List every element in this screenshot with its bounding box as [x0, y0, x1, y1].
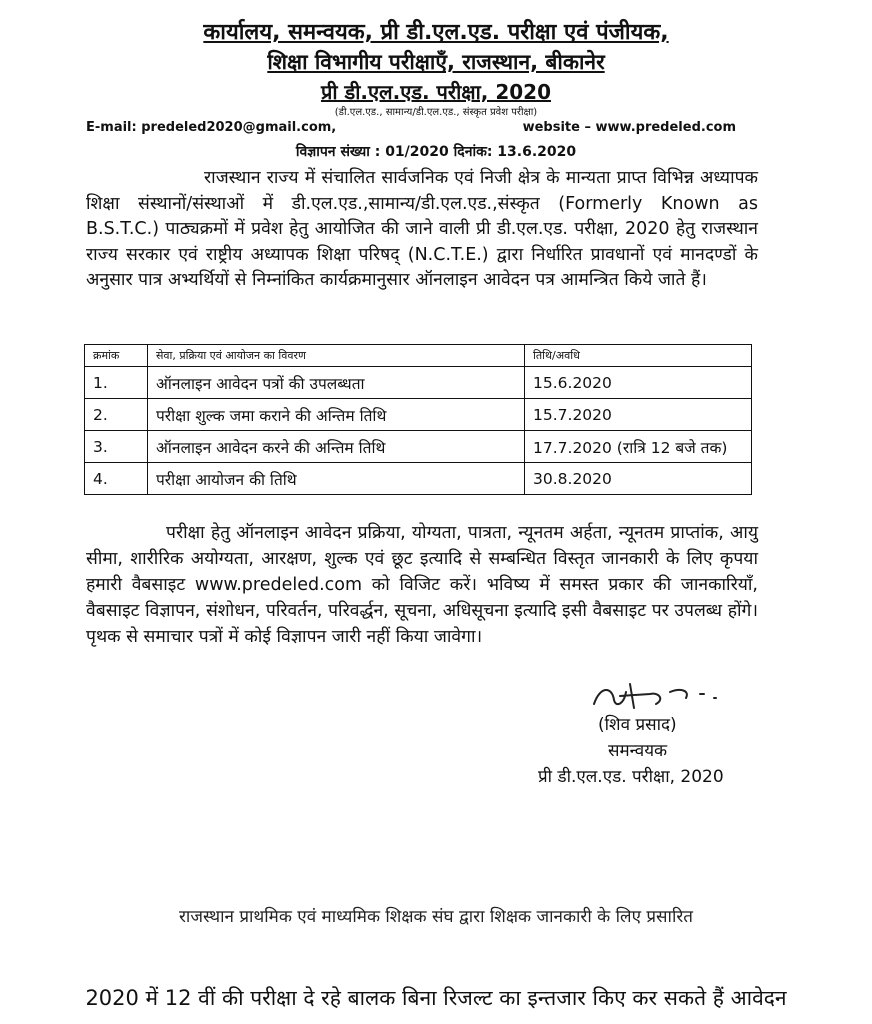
signatory-designation: समन्वयक	[608, 741, 668, 761]
row-date: 17.7.2020 (रात्रि 12 बजे तक)	[525, 431, 752, 463]
row-serial: 1.	[85, 367, 148, 399]
header-description: सेवा, प्रक्रिया एवं आयोजन का विवरण	[148, 345, 525, 367]
row-serial: 4.	[85, 463, 148, 495]
table-header-row	[85, 345, 752, 367]
row-description: ऑनलाइन आवेदन पत्रों की उपलब्धता	[148, 367, 525, 399]
row-serial: 2.	[85, 399, 148, 431]
circulation-caption: राजस्थान प्राथमिक एवं माध्यमिक शिक्षक संघ द्वारा शिक्षक जानकारी के लिए प्रसारित	[178, 907, 693, 927]
table-row	[85, 367, 752, 399]
exam-subtitle: (डी.एल.एड., सामान्य/डी.एल.एड., संस्कृत प्रवेश परीक्षा)	[334, 107, 538, 118]
email-address: E-mail: predeled2020@gmail.com,	[86, 120, 337, 135]
signatory-exam: प्री डी.एल.एड. परीक्षा, 2020	[538, 767, 724, 787]
info-paragraph: परीक्षा हेतु ऑनलाइन आवेदन प्रक्रिया, योग्यता, पात्रता, न्यूनतम अर्हता, न्यूनतम प्राप्तांक, आयु सीमा, शारीरिक अयोग्यता, आरक्षण, शुल्क एवं छूट इत्यादि से सम्बन्धित विस्तृत जानकारी के लिए कृपया हमारी वैबसाइट www.predeled.com को विजिट करें। भविष्य में समस्त प्रकार की जानकारियाँ, वैबसाइट विज्ञापन, संशोधन, परिवर्तन, परिवर्द्धन, सूचना, अधिसूचना इत्यादि इसी वैबसाइट पर उपलब्ध होंगे। पृथक से समाचार पत्रों में कोई विज्ञापन जारी नहीं किया जावेगा।	[86, 523, 758, 647]
table-row	[85, 399, 752, 431]
handwritten-signature	[590, 678, 740, 714]
schedule-table	[84, 344, 752, 495]
office-title: कार्यालय, समन्वयक, प्री डी.एल.एड. परीक्षा एवं पंजीयक,	[203, 20, 669, 45]
advertisement-reference: विज्ञापन संख्या : 01/2020 दिनांक: 13.6.2020	[295, 144, 577, 160]
intro-paragraph: राजस्थान राज्य में संचालित सार्वजनिक एवं निजी क्षेत्र के मान्यता प्राप्त विभिन्न अध्यापक शिक्षा संस्थानों/संस्थाओं में डी.एल.एड.,सामान्य/डी.एल.एड.,संस्कृत (Formerly Known as B.S.T.C.) पाठ्यक्रमों में प्रवेश हेतु आयोजित की जाने वाली प्री डी.एल.एड. परीक्षा, 2020 हेतु राजस्थान राज्य सरकार एवं राष्ट्रीय अध्यापक शिक्षा परिषद् (N.C.T.E.) द्वारा निर्धारित प्रावधानों एवं मानदण्डों के अनुसार पात्र अभ्यर्थियों से निम्नांकित कार्यक्रमानुसार ऑनलाइन आवेदन पत्र आमन्त्रित किये जाते हैं।	[86, 168, 758, 291]
website-address: website – www.predeled.com	[522, 120, 736, 135]
row-description: परीक्षा आयोजन की तिथि	[148, 463, 525, 495]
department-title: शिक्षा विभागीय परीक्षाएँ, राजस्थान, बीकानेर	[267, 50, 605, 74]
header-serial: क्रमांक	[85, 345, 148, 367]
signatory-name: (शिव प्रसाद)	[598, 715, 677, 735]
row-serial: 3.	[85, 431, 148, 463]
row-description: परीक्षा शुल्क जमा कराने की अन्तिम तिथि	[148, 399, 525, 431]
news-headline: 2020 में 12 वीं की परीक्षा दे रहे बालक बिना रिजल्ट का इन्तजार किए कर सकते हैं आवेदन	[85, 986, 787, 1010]
table-row	[85, 463, 752, 495]
row-date: 15.7.2020	[525, 399, 752, 431]
row-date: 30.8.2020	[525, 463, 752, 495]
row-date: 15.6.2020	[525, 367, 752, 399]
exam-title: प्री डी.एल.एड. परीक्षा, 2020	[320, 80, 551, 104]
table-row	[85, 431, 752, 463]
header-date: तिथि/अवधि	[525, 345, 752, 367]
row-description: ऑनलाइन आवेदन करने की अन्तिम तिथि	[148, 431, 525, 463]
